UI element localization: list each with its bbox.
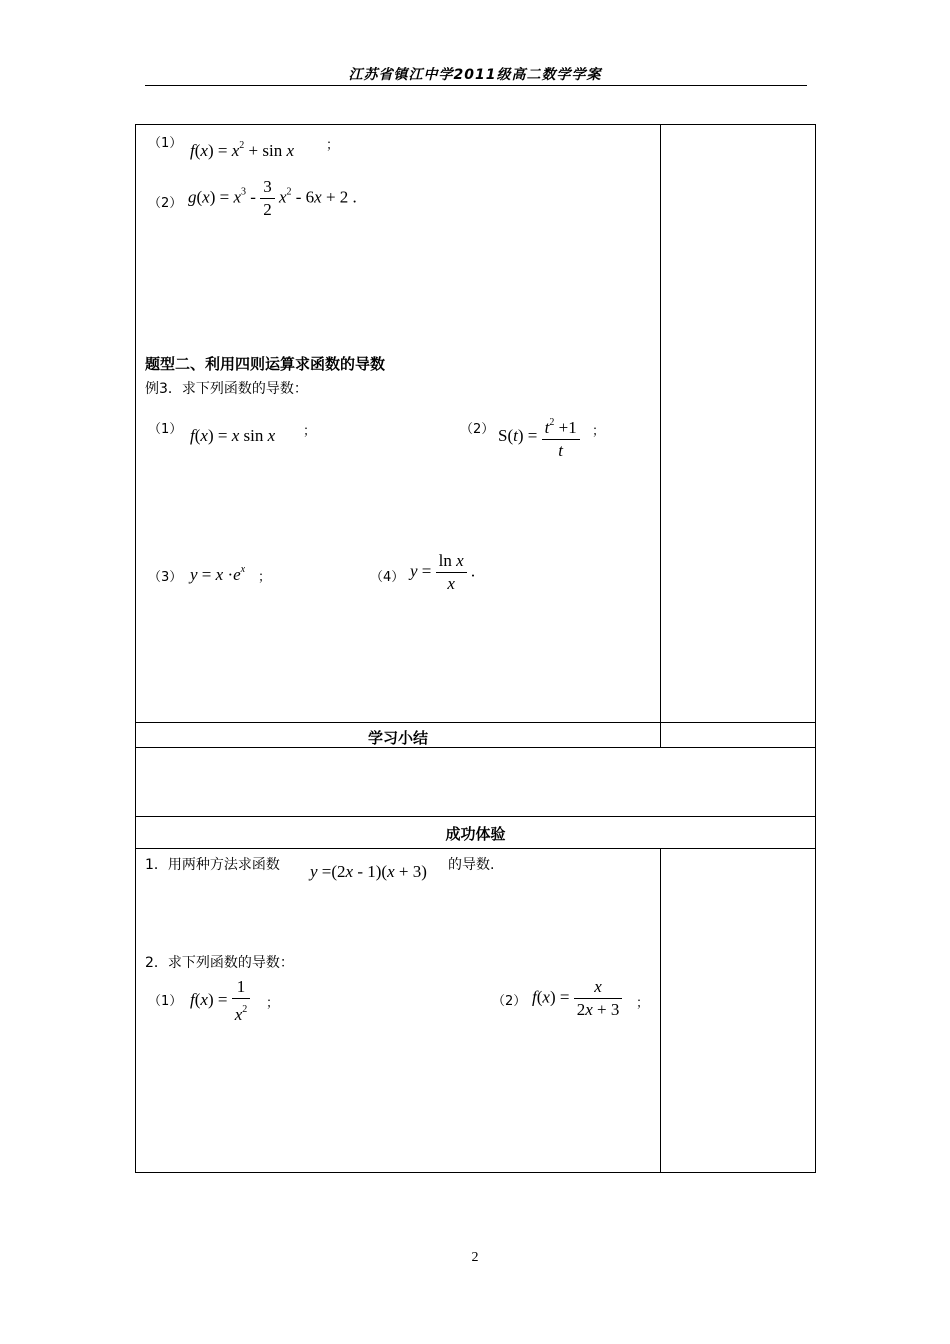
row-divider-experience-top [135,816,816,817]
notes-column-divider-bottom [660,848,661,1173]
problem-2-end: ； [592,424,606,439]
item-2-formula: $g(x) = x^3$ - $\frac{3}{2}$ $x^2 - 6x + 2$ . [188,177,357,219]
page-number: 2 [471,1250,479,1265]
summary-title: 学习小结 [367,729,428,747]
question-2b-label: （2） [492,994,527,1009]
item-2-label: （2） [148,196,183,211]
problem-1-end: ； [303,424,317,439]
experience-title: 成功体验 [445,825,506,843]
notes-column-divider-top [660,124,661,748]
problem-3-label: （3） [148,570,183,585]
item-1-label: （1） [148,136,183,151]
question-1-formula: y =(2x - 1)(x + 3) [310,862,427,881]
question-2a-end: ； [266,996,280,1011]
question-1-prefix: 1．用两种方法求函数 [145,857,280,873]
row-divider-experience-bottom [135,848,816,849]
problem-4-formula: y = $\frac{\text{ln x}}{x}$ . [410,551,476,593]
problem-2-formula: S(t) = $\frac{t^2 +1}{t}$ [498,412,580,462]
question-2a-label: （1） [148,994,183,1009]
problem-1-formula: f(x) = x sin x [190,426,276,445]
problem-1-label: （1） [148,422,183,437]
question-2a-formula: f(x) = $\frac{1}{x^2}$ [190,976,250,1026]
question-2b-formula: f(x) = $\frac{x}{2x + 3}$ [532,976,622,1021]
example-3-intro: 例3．求下列函数的导数： [145,381,308,397]
section-heading: 题型二、利用四则运算求函数的导数 [145,355,386,373]
problem-3-end: ； [258,570,272,585]
question-2-prefix: 2．求下列函数的导数： [145,955,294,971]
problem-2-label: （2） [460,422,495,437]
problem-3-formula: $y = x \cdot e^x$ [190,564,246,584]
document-header-title: 江苏省镇江中学2011级高二数学学案 [348,67,602,83]
item-1-formula: $f(x) = x^2 + \sin x$ [190,140,294,160]
item-1-end: ； [326,138,340,153]
question-2b-end: ； [636,996,650,1011]
header-rule [145,85,807,86]
question-1-suffix: 的导数. [448,857,495,873]
row-divider-summary-top [135,722,816,723]
problem-4-label: （4） [370,570,405,585]
